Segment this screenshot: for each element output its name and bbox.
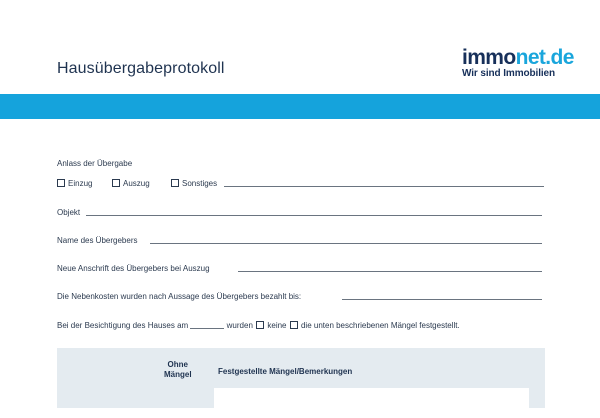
logo-wordmark	[462, 47, 574, 69]
objekt-label: Objekt	[57, 208, 81, 217]
checkbox-auszug-label: Auszug	[123, 179, 150, 188]
besichtigung-text-3: keine	[267, 321, 287, 330]
checkbox-box-icon	[57, 179, 65, 187]
checkbox-box-icon	[112, 179, 120, 187]
maengel-input-cell[interactable]	[214, 388, 529, 418]
besichtigung-text-4: die unten beschriebenen Mängel festgestellt.	[300, 321, 460, 330]
logo-wordmark-part1: immo	[462, 46, 516, 69]
anlass-label: Anlass der Übergabe	[57, 159, 133, 168]
logo-wordmark-part2: net.de	[515, 46, 574, 69]
checkbox-auszug[interactable]	[112, 179, 150, 188]
page-title: Hausübergabeprotokoll	[57, 60, 225, 77]
checkbox-sonstiges[interactable]	[171, 179, 217, 188]
anschrift-label: Neue Anschrift des Übergebers bei Auszug	[57, 264, 210, 273]
maengel-table	[57, 348, 545, 408]
col-header-ohne-line2: Mängel	[164, 370, 192, 379]
sonstiges-input-line[interactable]	[224, 186, 544, 187]
checkbox-keine-icon[interactable]	[256, 321, 264, 329]
nebenkosten-label: Die Nebenkosten wurden nach Aussage des Übergebers bezahlt bis:	[57, 292, 302, 301]
checkbox-einzug-label: Einzug	[68, 179, 93, 188]
nebenkosten-input-line[interactable]	[342, 299, 542, 300]
checkbox-box-icon	[171, 179, 179, 187]
immonet-logo	[462, 47, 574, 79]
anschrift-input-line[interactable]	[238, 271, 542, 272]
col-header-ohne-line1: Ohne	[167, 360, 188, 369]
checkbox-einzug[interactable]	[57, 179, 92, 188]
col-header-festgestellt: Festgestellte Mängel/Bemerkungen	[218, 367, 353, 376]
besichtigung-sentence	[57, 320, 460, 330]
name-input-line[interactable]	[150, 243, 542, 244]
checkbox-maengel-icon[interactable]	[290, 321, 298, 329]
logo-tagline: Wir sind Immobilien	[462, 68, 556, 79]
checkbox-sonstiges-label: Sonstiges	[182, 179, 218, 188]
header-band	[0, 94, 600, 119]
besichtigung-date-input[interactable]	[190, 320, 224, 329]
besichtigung-text-2: wurden	[226, 321, 253, 330]
name-label: Name des Übergebers	[57, 236, 138, 245]
col-header-ohne-maengel	[164, 360, 192, 380]
besichtigung-text-1: Bei der Besichtigung des Hauses am	[57, 321, 189, 330]
objekt-input-line[interactable]	[86, 215, 542, 216]
